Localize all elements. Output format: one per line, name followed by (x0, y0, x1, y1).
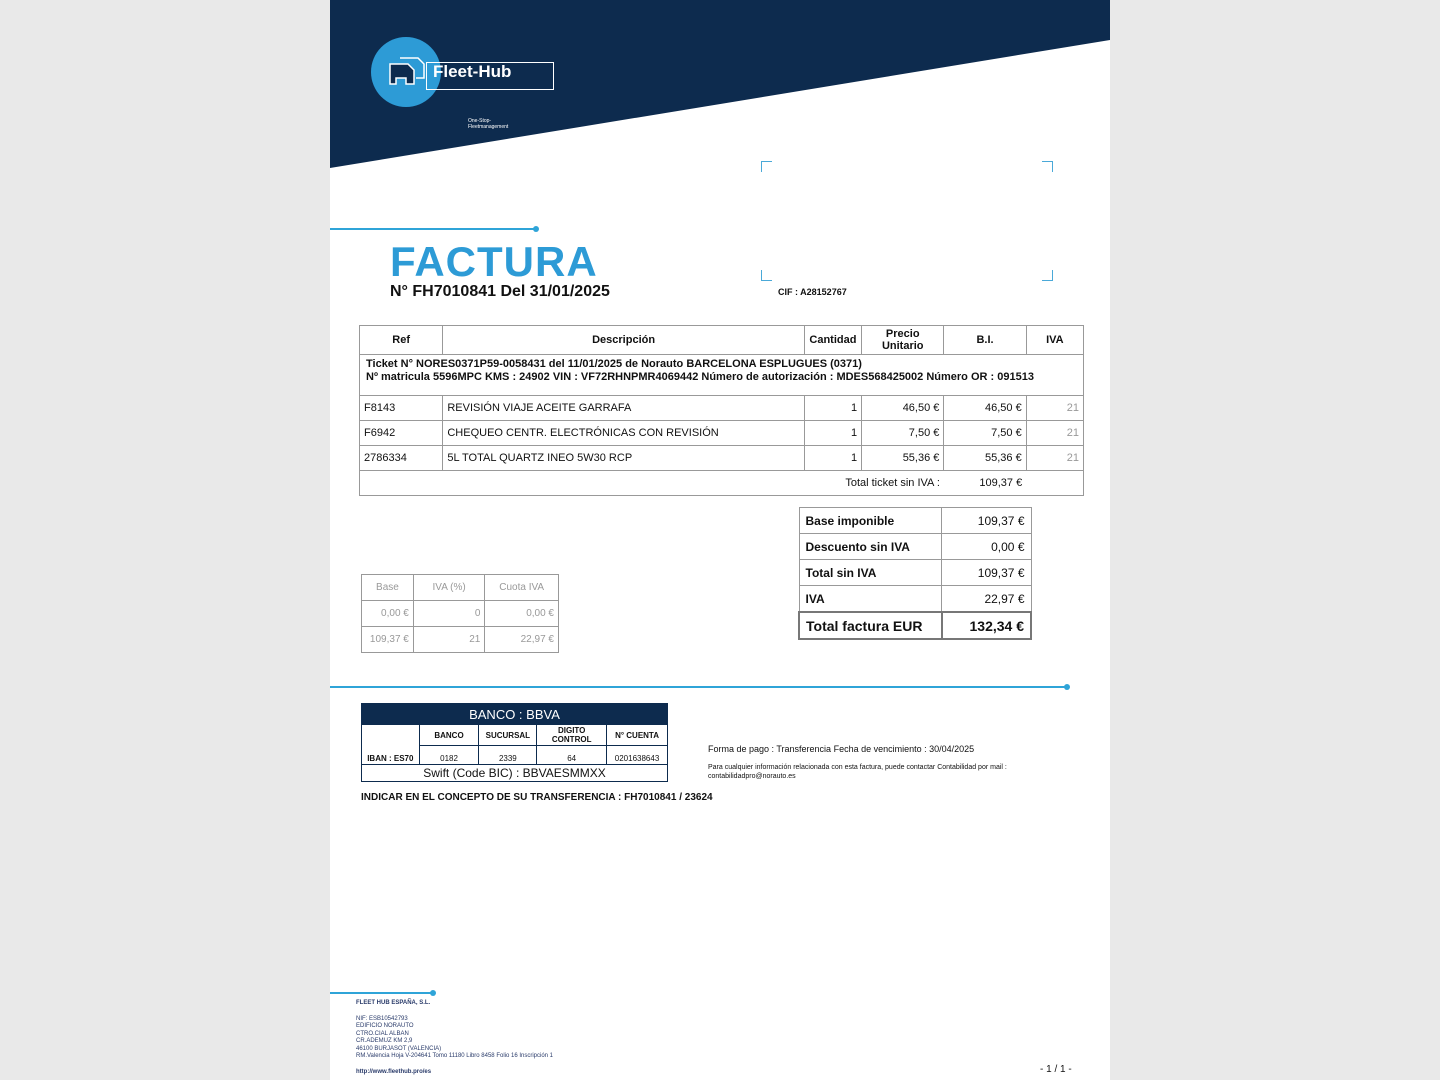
totals-row-grand (799, 612, 1031, 639)
page-number: - 1 / 1 - (1040, 1064, 1072, 1075)
vat-col-pct: IVA (%) (413, 575, 485, 601)
grand-total-value: 132,34 € (942, 612, 1031, 639)
footer-line: CR.ADEMUZ KM 2,9 (356, 1038, 413, 1044)
cell-quantity: 1 (804, 421, 861, 446)
footer-company: FLEET HUB ESPAÑA, S.L. (356, 1000, 431, 1006)
iban-label: IBAN : ES70 (362, 746, 420, 765)
footer-accent-dot (430, 990, 436, 996)
address-corner-bl (761, 270, 772, 281)
vat-base: 109,37 € (362, 627, 414, 653)
vat-breakdown-table (361, 574, 559, 653)
cell-ref: F6942 (360, 421, 443, 446)
fleet-hub-logo (370, 36, 520, 130)
transfer-concept: INDICAR EN EL CONCEPTO DE SU TRANSFERENCIA : FH7010841 / 23624 (361, 792, 713, 803)
cell-quantity: 1 (804, 396, 861, 421)
col-description: Descripción (443, 326, 804, 355)
cell-unit-price: 46,50 € (862, 396, 944, 421)
cell-unit-price: 55,36 € (862, 446, 944, 471)
ticket-line-2: Nº matricula 5596MPC KMS : 24902 VIN : VF72RHNPMR4069442 Número de autorización : MDES568425002 Número OR : 091513 (366, 371, 1034, 383)
title-accent-dot (533, 226, 539, 232)
bank-sucursal-value: 2339 (479, 746, 537, 765)
bank-title: BANCO : BBVA (362, 704, 668, 725)
footer-line: EDIFICIO NORAUTO (356, 1023, 414, 1029)
footer-line: RM.Valencia Hoja V-204641 Tomo 11180 Libro 8458 Folio 16 Inscripción 1 (356, 1053, 554, 1059)
footer-line: NIF: ESB10542793 (356, 1015, 408, 1022)
col-bi: B.I. (944, 326, 1026, 355)
swift-code: Swift (Code BIC) : BBVAESMMXX (362, 765, 668, 782)
vat-base: 0,00 € (362, 601, 414, 627)
table-row (362, 601, 559, 627)
cell-ref: 2786334 (360, 446, 443, 471)
items-table (359, 325, 1084, 496)
bank-cuenta-value: 0201638643 (607, 746, 668, 765)
ticket-total-spacer (1026, 471, 1083, 496)
section-divider-dot (1064, 684, 1070, 690)
total-sin-iva-value: 109,37 € (942, 560, 1031, 586)
cell-bi: 7,50 € (944, 421, 1026, 446)
section-divider-line (330, 686, 1068, 688)
table-row (360, 446, 1084, 471)
bank-details-table (361, 703, 668, 782)
logo-tagline: One-Stop-Fleetmanagement (468, 118, 509, 130)
ticket-info-row (360, 355, 1084, 396)
totals-row-iva (799, 586, 1031, 613)
footer-accent-line (330, 992, 434, 994)
bank-col-banco: BANCO (419, 725, 479, 746)
address-corner-tr (1042, 161, 1053, 172)
cell-description: 5L TOTAL QUARTZ INEO 5W30 RCP (443, 446, 804, 471)
cell-bi: 55,36 € (944, 446, 1026, 471)
invoice-title: FACTURA (390, 238, 598, 285)
total-sin-iva-label: Total sin IVA (799, 560, 942, 586)
bank-header-row (362, 704, 668, 725)
bank-col-cuenta: N° CUENTA (607, 725, 668, 746)
items-header-row (360, 326, 1084, 355)
base-imponible-label: Base imponible (799, 508, 942, 534)
vat-col-base: Base (362, 575, 414, 601)
totals-row-subtotal (799, 560, 1031, 586)
bank-swift-row (362, 765, 668, 782)
vat-cuota: 22,97 € (485, 627, 559, 653)
col-iva: IVA (1026, 326, 1083, 355)
bank-digito-value: 64 (537, 746, 607, 765)
vat-header-row (362, 575, 559, 601)
payment-info: Forma de pago : Transferencia Fecha de vencimiento : 30/04/2025 (708, 744, 975, 754)
cif-label: CIF : A28152767 (778, 287, 847, 297)
table-row (362, 627, 559, 653)
totals-table (798, 507, 1032, 640)
totals-row-discount (799, 534, 1031, 560)
cell-unit-price: 7,50 € (862, 421, 944, 446)
invoice-page (330, 0, 1110, 1080)
totals-row-base (799, 508, 1031, 534)
bank-values-row (362, 746, 668, 765)
table-row (360, 396, 1084, 421)
footer-url-link[interactable]: http://www.fleethub.pro/es (356, 1068, 432, 1075)
bank-col-sucursal: SUCURSAL (479, 725, 537, 746)
col-quantity: Cantidad (804, 326, 861, 355)
cell-iva: 21 (1026, 396, 1083, 421)
company-footer (356, 1000, 553, 1076)
logo-wordmark: Fleet-Hub (426, 62, 554, 90)
ticket-total-label: Total ticket sin IVA : (360, 471, 944, 496)
address-corner-br (1042, 270, 1053, 281)
bank-col-digito: DIGITO CONTROL (537, 725, 607, 746)
contact-info: Para cualquier información relacionada con esta factura, puede contactar Contabilidad por mail : contabilidadpro@norauto.es (708, 764, 1007, 780)
ticket-total-value: 109,37 € (944, 471, 1026, 496)
grand-total-label: Total factura EUR (799, 612, 942, 639)
cell-iva: 21 (1026, 446, 1083, 471)
iva-label: IVA (799, 586, 942, 613)
iva-value: 22,97 € (942, 586, 1031, 613)
title-accent-line (330, 228, 536, 230)
base-imponible-value: 109,37 € (942, 508, 1031, 534)
bank-col-row (362, 725, 668, 746)
table-row (360, 421, 1084, 446)
cell-iva: 21 (1026, 421, 1083, 446)
discount-label: Descuento sin IVA (799, 534, 942, 560)
invoice-number: N° FH7010841 Del 31/01/2025 (390, 283, 610, 300)
bank-banco-value: 0182 (419, 746, 479, 765)
vat-pct: 21 (413, 627, 485, 653)
cell-bi: 46,50 € (944, 396, 1026, 421)
vat-col-cuota: Cuota IVA (485, 575, 559, 601)
col-ref: Ref (360, 326, 443, 355)
ticket-total-row (360, 471, 1084, 496)
cell-description: CHEQUEO CENTR. ELECTRÓNICAS CON REVISIÓN (443, 421, 804, 446)
cell-quantity: 1 (804, 446, 861, 471)
address-corner-tl (761, 161, 772, 172)
bank-col-spacer (362, 725, 420, 746)
footer-line: 46100 BURJASOT (VALENCIA) (356, 1045, 442, 1052)
col-unit-price: Precio Unitario (862, 326, 944, 355)
cell-description: REVISIÓN VIAJE ACEITE GARRAFA (443, 396, 804, 421)
ticket-info (360, 355, 1084, 396)
footer-line: CTRO.CIAL ALBAN (356, 1030, 409, 1037)
vat-cuota: 0,00 € (485, 601, 559, 627)
vat-pct: 0 (413, 601, 485, 627)
cell-ref: F8143 (360, 396, 443, 421)
discount-value: 0,00 € (942, 534, 1031, 560)
ticket-line-1: Ticket N° NORES0371P59-0058431 del 11/01/2025 de Norauto BARCELONA ESPLUGUES (0371) (366, 358, 862, 370)
